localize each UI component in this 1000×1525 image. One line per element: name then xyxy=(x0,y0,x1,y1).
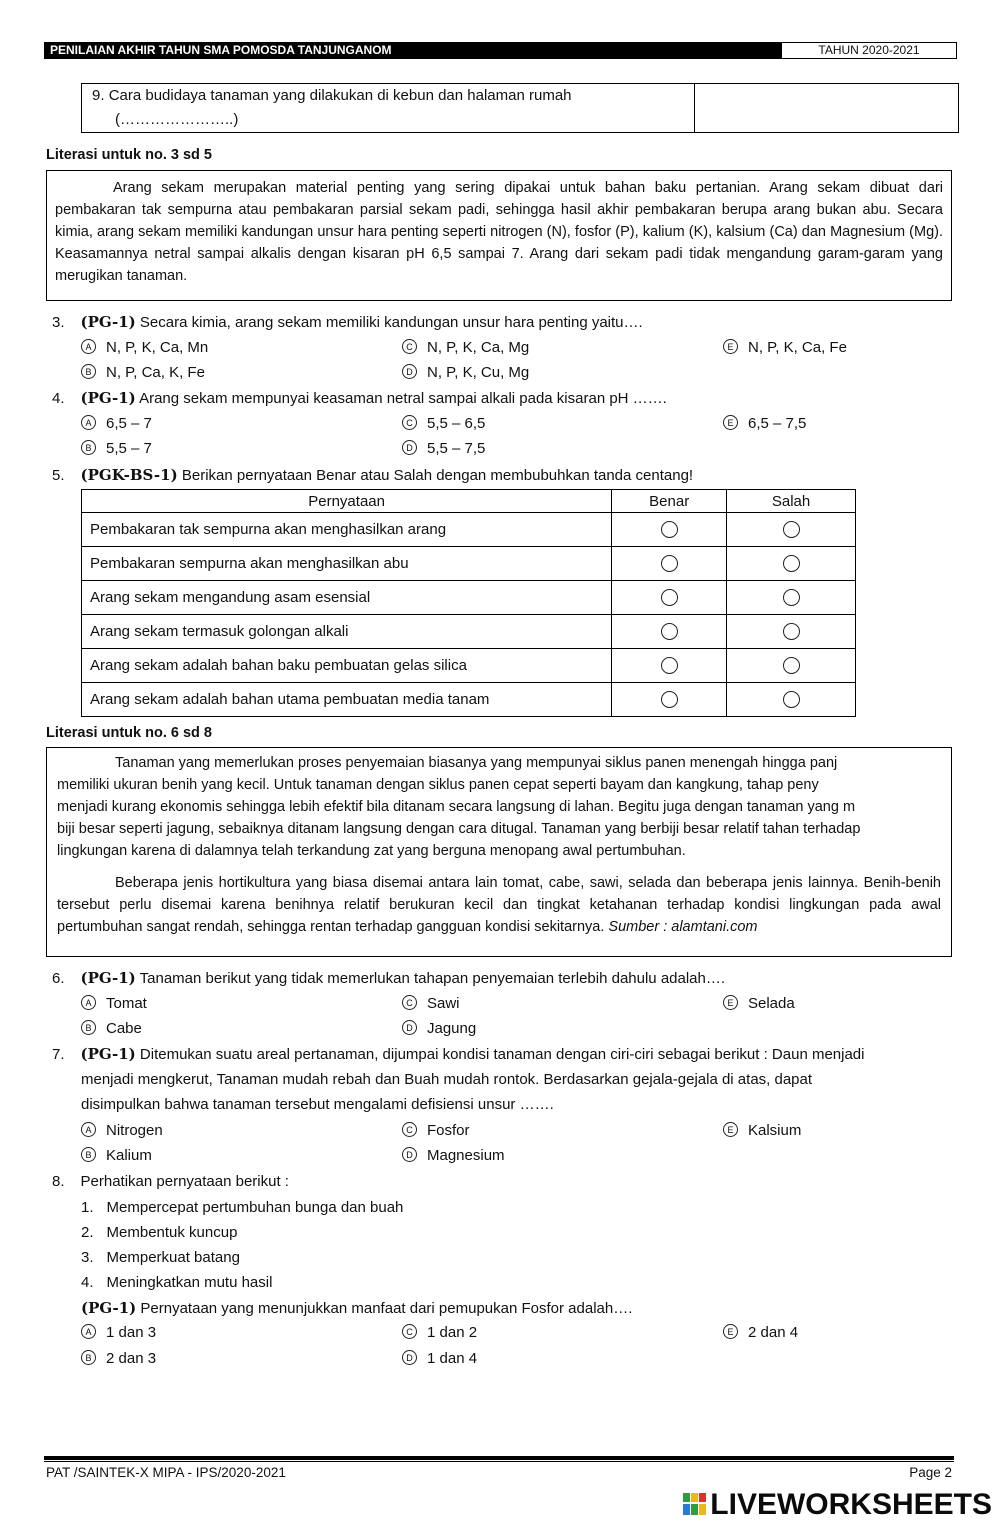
salah-radio[interactable] xyxy=(783,589,800,606)
option-a-icon: A xyxy=(81,995,96,1010)
option-a-icon: A xyxy=(81,1324,96,1339)
list-item: 4. Meningkatkan mutu hasil xyxy=(81,1274,273,1291)
literasi-passage-1: Arang sekam merupakan material penting yang sering dipakai untuk bahan baku pertanian. Arang sekam dibuat dari pembakaran tak sempurna atau pembakaran parsial sekam padi, sehingga hasil akhir pembakaran berupa arang bukan abu. Secara kimia, arang sekam memiliki kandungan unsur hara penting seperti nitrogen (N), fosfor (P), kalium (K), kalsium (Ca) dan Magnesium (Mg). Keasamannya netral sampai alkalis dengan kisaran pH 6,5 sampai 7. Arang dari sekam padi tidak mengandung garam-garam yang merugikan tanaman. xyxy=(46,170,952,301)
benar-radio[interactable] xyxy=(661,623,678,640)
option-d-icon: D xyxy=(402,1350,417,1365)
question-7: 7. (PG-1) Ditemukan suatu areal pertanaman, dijumpai kondisi tanaman dengan ciri-ciri sebagai berikut : Daun menjadi menjadi mengkerut, Tanaman mudah rebah dan Buah mudah rontok. Berdasarkan gejala-gejala di atas, dapat disimpulkan bahwa tanaman tersebut mengalami defisiensi unsur ……. xyxy=(52,1045,865,1113)
option-a-icon: A xyxy=(81,415,96,430)
q7-option-e[interactable]: E Kalsium xyxy=(723,1121,801,1141)
table-row xyxy=(82,513,856,547)
statement-4: Arang sekam termasuk golongan alkali xyxy=(82,615,612,649)
option-b-icon: B xyxy=(81,364,96,379)
option-e-icon: E xyxy=(723,1324,738,1339)
q7-option-d[interactable]: D Magnesium xyxy=(402,1146,505,1166)
benar-radio[interactable] xyxy=(661,657,678,674)
question-8-prompt: (PG-1) Pernyataan yang menunjukkan manfaat dari pemupukan Fosfor adalah…. xyxy=(81,1299,633,1317)
salah-radio[interactable] xyxy=(783,623,800,640)
table-row xyxy=(82,581,856,615)
q4-option-a[interactable]: A 6,5 – 7 xyxy=(81,414,152,434)
table-row xyxy=(82,683,856,717)
statement-6: Arang sekam adalah bahan utama pembuatan media tanam xyxy=(82,683,612,717)
question-3: 3. (PG-1) Secara kimia, arang sekam memiliki kandungan unsur hara penting yaitu…. xyxy=(52,313,643,331)
question-4: 4. (PG-1) Arang sekam mempunyai keasaman netral sampai alkali pada kisaran pH ……. xyxy=(52,389,667,407)
footer-left: PAT /SAINTEK-X MIPA - IPS/2020-2021 xyxy=(46,1465,286,1480)
table-row xyxy=(82,615,856,649)
question-9-box xyxy=(81,83,959,133)
header-benar: Benar xyxy=(612,490,727,513)
benar-radio[interactable] xyxy=(661,589,678,606)
option-b-icon: B xyxy=(81,1020,96,1035)
option-c-icon: C xyxy=(402,995,417,1010)
benar-radio[interactable] xyxy=(661,691,678,708)
q7-option-a[interactable]: A Nitrogen xyxy=(81,1121,163,1141)
footer-divider xyxy=(44,1456,954,1460)
option-e-icon: E xyxy=(723,339,738,354)
q4-option-b[interactable]: B 5,5 – 7 xyxy=(81,439,152,459)
q6-option-c[interactable]: C Sawi xyxy=(402,994,460,1014)
option-a-icon: A xyxy=(81,1122,96,1137)
q8-option-d[interactable]: D 1 dan 4 xyxy=(402,1349,477,1369)
q4-option-c[interactable]: C 5,5 – 6,5 xyxy=(402,414,485,434)
statement-2: Pembakaran sempurna akan menghasilkan abu xyxy=(82,547,612,581)
literasi-passage-2: Tanaman yang memerlukan proses penyemaian biasanya yang mempunyai siklus panen menengah hingga panj memiliki ukuran benih yang kecil. Untuk tanaman dengan siklus panen cepat seperti bayam dan kangkung, tahap peny menjadi kurang ekonomis sehingga lebih efektif bila ditanam secara langsung di lahan. Begitu juga dengan tanaman yang m biji besar seperti jagung, sebaiknya ditanam langsung dengan cara ditugal. Tanaman yang berbiji besar relatif tahan terhadap lingkungan karena di dalamnya telah terkandung zat yang berguna menopang awal pertumbuhan. Beberapa jenis hortikultura yang biasa disemai antara lain tomat, cabe, sawi, selada dan beberapa jenis lainnya. Benih-benih tersebut perlu disemai karena benihnya relatif berukuran kecil dan tingkat ketahanan terhadap kondisi lingkungan pada awal pertumbuhan sangat rendah, sehingga rentan terhadap gangguan kondisi sekitarnya. Sumber : alamtani.com xyxy=(46,747,952,957)
question-8: 8. Perhatikan pernyataan berikut : xyxy=(52,1173,289,1190)
q8-option-a[interactable]: A 1 dan 3 xyxy=(81,1323,156,1343)
q8-option-c[interactable]: C 1 dan 2 xyxy=(402,1323,477,1343)
q4-option-e[interactable]: E 6,5 – 7,5 xyxy=(723,414,806,434)
list-item: 1. Mempercepat pertumbuhan bunga dan buah xyxy=(81,1199,404,1216)
q7-option-b[interactable]: B Kalium xyxy=(81,1146,152,1166)
benar-radio[interactable] xyxy=(661,555,678,572)
salah-radio[interactable] xyxy=(783,521,800,538)
q3-option-c[interactable]: C N, P, K, Ca, Mg xyxy=(402,338,529,358)
option-c-icon: C xyxy=(402,339,417,354)
question-9-blank[interactable]: (…………………..) xyxy=(115,111,239,128)
q3-option-b[interactable]: B N, P, Ca, K, Fe xyxy=(81,363,205,383)
salah-radio[interactable] xyxy=(783,657,800,674)
header-statement: Pernyataan xyxy=(82,490,612,513)
option-d-icon: D xyxy=(402,440,417,455)
header-title: PENILAIAN AKHIR TAHUN SMA POMOSDA TANJUNGANOM xyxy=(44,42,781,59)
option-a-icon: A xyxy=(81,339,96,354)
liveworksheets-logo[interactable]: LIVEWORKSHEETS xyxy=(682,1488,992,1522)
q3-option-a[interactable]: A N, P, K, Ca, Mn xyxy=(81,338,208,358)
statement-1: Pembakaran tak sempurna akan menghasilkan arang xyxy=(82,513,612,547)
literasi-title-2: Literasi untuk no. 6 sd 8 xyxy=(46,725,212,741)
question-5: 5. (PGK-BS-1) Berikan pernyataan Benar atau Salah dengan membubuhkan tanda centang! xyxy=(52,466,694,484)
option-e-icon: E xyxy=(723,1122,738,1137)
literasi-title-1: Literasi untuk no. 3 sd 5 xyxy=(46,147,212,163)
option-c-icon: C xyxy=(402,1324,417,1339)
q6-option-a[interactable]: A Tomat xyxy=(81,994,147,1014)
list-item: 3. Memperkuat batang xyxy=(81,1249,240,1266)
question-9: 9. Cara budidaya tanaman yang dilakukan di kebun dan halaman rumah xyxy=(92,87,572,104)
q8-option-b[interactable]: B 2 dan 3 xyxy=(81,1349,156,1369)
table-row xyxy=(82,547,856,581)
option-e-icon: E xyxy=(723,415,738,430)
salah-radio[interactable] xyxy=(783,555,800,572)
option-c-icon: C xyxy=(402,1122,417,1137)
q7-option-c[interactable]: C Fosfor xyxy=(402,1121,470,1141)
statement-3: Arang sekam mengandung asam esensial xyxy=(82,581,612,615)
option-e-icon: E xyxy=(723,995,738,1010)
option-d-icon: D xyxy=(402,1020,417,1035)
option-d-icon: D xyxy=(402,364,417,379)
list-item: 2. Membentuk kuncup xyxy=(81,1224,238,1241)
benar-radio[interactable] xyxy=(661,521,678,538)
footer-page: Page 2 xyxy=(909,1465,952,1480)
header-year: TAHUN 2020-2021 xyxy=(781,42,957,59)
q8-option-e[interactable]: E 2 dan 4 xyxy=(723,1323,798,1343)
salah-radio[interactable] xyxy=(783,691,800,708)
option-b-icon: B xyxy=(81,1147,96,1162)
q4-option-d[interactable]: D 5,5 – 7,5 xyxy=(402,439,485,459)
question-6: 6. (PG-1) Tanaman berikut yang tidak memerlukan tahapan penyemaian terlebih dahulu adalah…. xyxy=(52,969,726,987)
q3-option-e[interactable]: E N, P, K, Ca, Fe xyxy=(723,338,847,358)
q6-option-e[interactable]: E Selada xyxy=(723,994,795,1014)
option-b-icon: B xyxy=(81,440,96,455)
q6-option-d[interactable]: D Jagung xyxy=(402,1019,476,1039)
true-false-table xyxy=(81,489,856,717)
option-c-icon: C xyxy=(402,415,417,430)
option-b-icon: B xyxy=(81,1350,96,1365)
q6-option-b[interactable]: B Cabe xyxy=(81,1019,142,1039)
option-d-icon: D xyxy=(402,1147,417,1162)
header-salah: Salah xyxy=(727,490,856,513)
table-row xyxy=(82,649,856,683)
liveworksheets-icon xyxy=(682,1491,708,1517)
statement-5: Arang sekam adalah bahan baku pembuatan gelas silica xyxy=(82,649,612,683)
q3-option-d[interactable]: D N, P, K, Cu, Mg xyxy=(402,363,529,383)
